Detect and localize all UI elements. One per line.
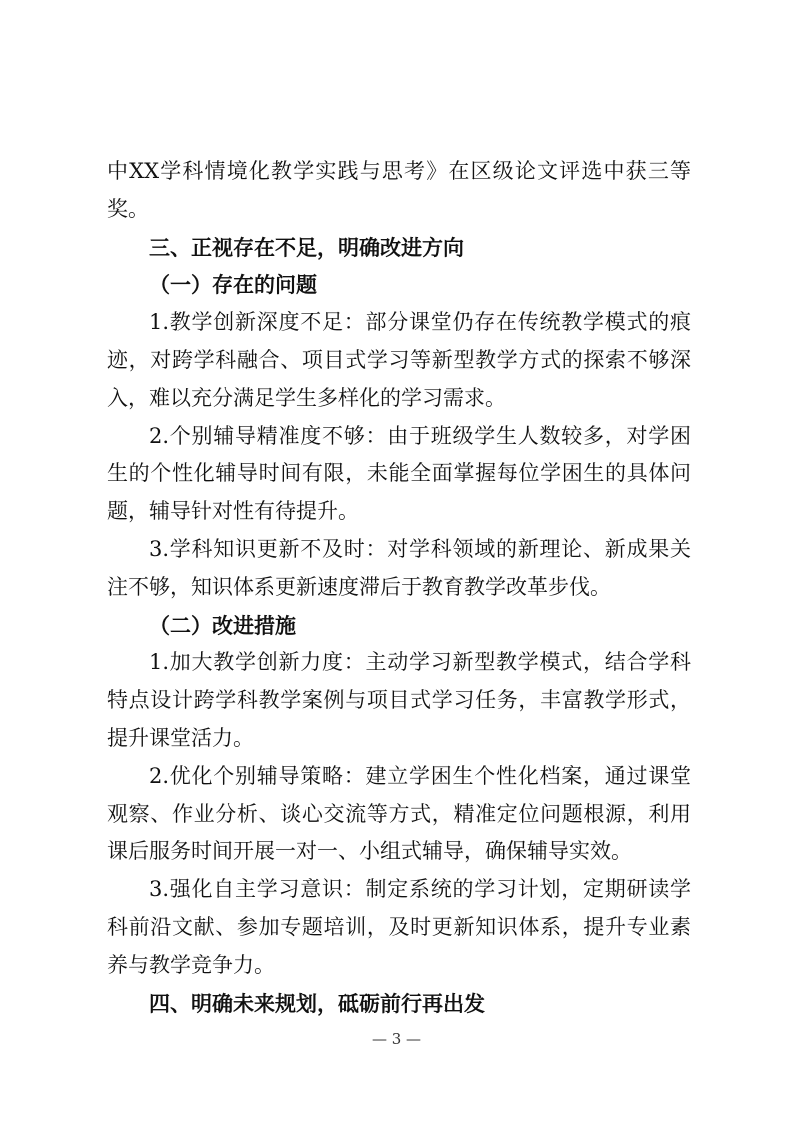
text-line: 3.学科知识更新不及时：对学科领域的新理论、新成果关 <box>149 536 691 561</box>
text-line: （二）改进措施 <box>149 612 296 638</box>
text-line: 中XX学科情境化教学实践与思考》在区级论文评选中获三等 <box>107 159 691 183</box>
text-line: 3.强化自主学习意识：制定系统的学习计划，定期研读学 <box>149 877 691 902</box>
text-line: 提升课堂活力。 <box>107 725 254 750</box>
page-number: — 3 — <box>371 1030 422 1048</box>
text-line: （一）存在的问题 <box>149 272 317 298</box>
text-line: 1.教学创新深度不足：部分课堂仍存在传统教学模式的痕 <box>149 310 691 335</box>
document-body <box>107 153 691 1022</box>
paragraph <box>107 871 691 984</box>
paragraph <box>107 644 691 757</box>
paragraph <box>107 531 691 607</box>
text-line: 生的个性化辅导时间有限，未能全面掌握每位学困生的具体问 <box>107 461 691 486</box>
text-line: 科前沿文献、参加专题培训，及时更新知识体系，提升专业素 <box>107 914 691 939</box>
text-line: 1.加大教学创新力度：主动学习新型教学模式，结合学科 <box>149 650 691 675</box>
text-line: 入，难以充分满足学生多样化的学习需求。 <box>107 385 506 410</box>
text-line: 注不够，知识体系更新速度滞后于教育教学改革步伐。 <box>107 574 611 599</box>
section-heading <box>107 607 691 645</box>
text-line: 三、正视存在不足，明确改进方向 <box>149 234 464 260</box>
text-line: 奖。 <box>107 196 149 221</box>
paragraph <box>107 758 691 871</box>
text-line: 2.优化个别辅导策略：建立学困生个性化档案，通过课堂 <box>149 763 691 788</box>
text-line: 观察、作业分析、谈心交流等方式，精准定位问题根源，利用 <box>107 801 691 826</box>
paragraph <box>107 304 691 417</box>
text-line: 2.个别辅导精准度不够：由于班级学生人数较多，对学困 <box>149 423 691 448</box>
text-line: 特点设计跨学科教学案例与项目式学习任务，丰富教学形式， <box>107 688 691 713</box>
text-line: 迹，对跨学科融合、项目式学习等新型教学方式的探索不够深 <box>107 347 691 372</box>
text-line: 养与教学竞争力。 <box>107 952 275 977</box>
section-heading <box>107 266 691 304</box>
text-line: 课后服务时间开展一对一、小组式辅导，确保辅导实效。 <box>107 839 632 864</box>
paragraph <box>107 418 691 531</box>
text-line: 题，辅导针对性有待提升。 <box>107 499 359 524</box>
text-line: 四、明确未来规划，砥砺前行再出发 <box>149 990 485 1016</box>
section-heading <box>107 229 691 267</box>
paragraph <box>107 153 691 229</box>
section-heading <box>107 985 691 1023</box>
